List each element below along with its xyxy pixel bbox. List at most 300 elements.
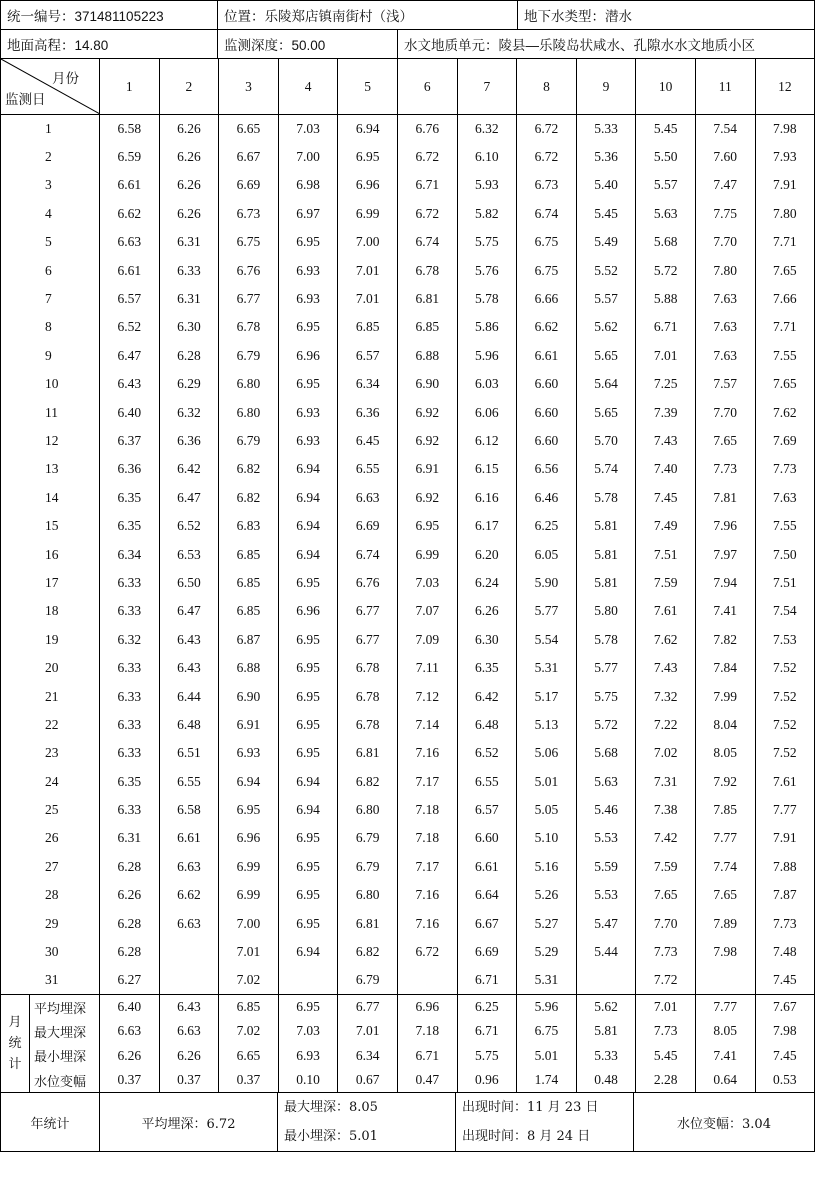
- table-cell: 7.41: [695, 597, 755, 625]
- table-cell: 7.01: [338, 256, 398, 284]
- table-row: [1, 853, 815, 881]
- table-cell: 6.74: [397, 228, 457, 256]
- table-cell: 6.73: [219, 200, 279, 228]
- table-cell: 5.81: [576, 512, 636, 540]
- table-cell: 5.50: [636, 143, 696, 171]
- table-cell: 5.90: [517, 569, 577, 597]
- table-cell: 7.01: [219, 938, 279, 966]
- table-cell: 7.61: [755, 767, 815, 795]
- table-cell: 7.54: [695, 115, 755, 143]
- month-header: 10: [636, 59, 696, 115]
- table-cell: 6.35: [100, 767, 160, 795]
- stats-cell: 7.18: [397, 1019, 457, 1044]
- table-cell: 6.85: [219, 540, 279, 568]
- table-cell: 7.98: [755, 115, 815, 143]
- table-cell: 6.75: [219, 228, 279, 256]
- table-cell: 6.30: [457, 626, 517, 654]
- stats-cell: 0.10: [278, 1068, 338, 1093]
- table-cell: 7.70: [695, 228, 755, 256]
- table-cell: 7.47: [695, 171, 755, 199]
- table-cell: 6.37: [100, 427, 160, 455]
- day-label: 3: [1, 171, 100, 199]
- stats-cell: 0.37: [219, 1068, 279, 1093]
- month-header: 3: [219, 59, 279, 115]
- table-cell: 6.45: [338, 427, 398, 455]
- month-header: 5: [338, 59, 398, 115]
- table-cell: 6.26: [100, 881, 160, 909]
- stats-cell: 0.96: [457, 1068, 517, 1093]
- table-cell: 6.91: [397, 455, 457, 483]
- table-row: [1, 512, 815, 540]
- table-cell: 7.48: [755, 938, 815, 966]
- table-cell: 6.34: [100, 540, 160, 568]
- table-cell: 6.62: [159, 881, 219, 909]
- table-cell: 6.82: [338, 938, 398, 966]
- table-cell: 5.27: [517, 909, 577, 937]
- table-cell: 6.61: [517, 342, 577, 370]
- stats-cell: 6.26: [100, 1044, 160, 1069]
- table-cell: 7.69: [755, 427, 815, 455]
- table-cell: 6.93: [278, 256, 338, 284]
- table-cell: 6.78: [338, 654, 398, 682]
- table-cell: 6.95: [278, 228, 338, 256]
- table-cell: 7.54: [755, 597, 815, 625]
- day-label: 7: [1, 285, 100, 313]
- table-row: [1, 313, 815, 341]
- table-cell: 6.90: [397, 370, 457, 398]
- table-cell: 5.86: [457, 313, 517, 341]
- stats-cell: 6.65: [219, 1044, 279, 1069]
- stats-cell: 0.47: [397, 1068, 457, 1093]
- day-label: 25: [1, 796, 100, 824]
- table-cell: 6.48: [457, 711, 517, 739]
- stats-cell: 7.01: [636, 995, 696, 1020]
- table-cell: 6.91: [219, 711, 279, 739]
- table-cell: 6.55: [159, 767, 219, 795]
- table-row: [1, 455, 815, 483]
- table-cell: 6.99: [397, 540, 457, 568]
- table-cell: 5.05: [517, 796, 577, 824]
- table-cell: 6.36: [338, 398, 398, 426]
- table-cell: 5.52: [576, 256, 636, 284]
- table-cell: 6.81: [397, 285, 457, 313]
- table-cell: 6.79: [219, 427, 279, 455]
- table-cell: 6.99: [219, 853, 279, 881]
- stats-cell: 7.45: [755, 1044, 815, 1069]
- table-cell: 6.64: [457, 881, 517, 909]
- table-cell: 6.12: [457, 427, 517, 455]
- stats-cell: 7.67: [755, 995, 815, 1020]
- table-cell: 7.16: [397, 909, 457, 937]
- table-cell: 7.18: [397, 796, 457, 824]
- table-cell: 7.43: [636, 427, 696, 455]
- table-cell: 5.68: [576, 739, 636, 767]
- day-label: 6: [1, 256, 100, 284]
- table-cell: 6.71: [397, 171, 457, 199]
- table-cell: 6.32: [100, 626, 160, 654]
- day-label: 30: [1, 938, 100, 966]
- table-cell: 6.26: [159, 115, 219, 143]
- table-cell: 7.57: [695, 370, 755, 398]
- stats-cell: 5.96: [517, 995, 577, 1020]
- month-header: 12: [755, 59, 815, 115]
- table-cell: 6.78: [338, 682, 398, 710]
- table-cell: 6.95: [338, 143, 398, 171]
- table-cell: 6.94: [219, 767, 279, 795]
- table-cell: 7.50: [755, 540, 815, 568]
- table-cell: 5.75: [576, 682, 636, 710]
- stats-cell: 6.63: [159, 1019, 219, 1044]
- table-cell: 7.77: [755, 796, 815, 824]
- table-cell: 5.63: [636, 200, 696, 228]
- table-cell: 5.78: [576, 626, 636, 654]
- table-cell: 7.45: [755, 966, 815, 994]
- stats-label: 最大埋深: [30, 1019, 100, 1044]
- table-cell: 5.76: [457, 256, 517, 284]
- monthly-stats-group-label: 月统计: [1, 995, 30, 1093]
- table-cell: 6.60: [457, 824, 517, 852]
- table-cell: 6.46: [517, 484, 577, 512]
- table-cell: 6.96: [278, 597, 338, 625]
- stats-cell: 5.01: [517, 1044, 577, 1069]
- table-cell: 6.94: [278, 767, 338, 795]
- annual-label: 年统计: [1, 1093, 100, 1152]
- stats-cell: 6.95: [278, 995, 338, 1020]
- table-cell: 5.72: [636, 256, 696, 284]
- table-row: [1, 484, 815, 512]
- table-cell: [159, 966, 219, 994]
- table-cell: 7.73: [695, 455, 755, 483]
- table-cell: 5.54: [517, 626, 577, 654]
- day-label: 15: [1, 512, 100, 540]
- table-cell: 7.12: [397, 682, 457, 710]
- table-cell: 6.33: [100, 739, 160, 767]
- day-label: 28: [1, 881, 100, 909]
- table-cell: 6.16: [457, 484, 517, 512]
- table-cell: 6.25: [517, 512, 577, 540]
- table-cell: 5.82: [457, 200, 517, 228]
- table-cell: [159, 938, 219, 966]
- table-row: [1, 938, 815, 966]
- stats-cell: 0.37: [100, 1068, 160, 1093]
- table-cell: 5.74: [576, 455, 636, 483]
- table-cell: 7.25: [636, 370, 696, 398]
- table-cell: 6.95: [278, 711, 338, 739]
- table-cell: 7.60: [695, 143, 755, 171]
- table-cell: 7.88: [755, 853, 815, 881]
- table-row: [1, 626, 815, 654]
- stats-cell: 7.73: [636, 1019, 696, 1044]
- table-cell: 6.26: [159, 143, 219, 171]
- table-cell: 6.34: [338, 370, 398, 398]
- table-cell: 5.64: [576, 370, 636, 398]
- table-cell: 6.88: [397, 342, 457, 370]
- annual-max: 最大埋深：8.05: [284, 1100, 378, 1116]
- table-cell: 6.43: [159, 654, 219, 682]
- table-cell: 5.78: [457, 285, 517, 313]
- table-cell: 6.74: [338, 540, 398, 568]
- table-cell: 5.06: [517, 739, 577, 767]
- table-cell: 7.55: [755, 342, 815, 370]
- day-label: 5: [1, 228, 100, 256]
- table-cell: 6.73: [517, 171, 577, 199]
- table-cell: 6.47: [159, 484, 219, 512]
- table-cell: 6.31: [159, 285, 219, 313]
- table-cell: 6.50: [159, 569, 219, 597]
- stats-cell: 6.63: [100, 1019, 160, 1044]
- stats-cell: 5.33: [576, 1044, 636, 1069]
- table-cell: 6.28: [100, 909, 160, 937]
- day-label: 9: [1, 342, 100, 370]
- table-cell: 7.52: [755, 654, 815, 682]
- table-row: [1, 171, 815, 199]
- table-row: [1, 143, 815, 171]
- table-cell: 7.66: [755, 285, 815, 313]
- table-cell: 6.06: [457, 398, 517, 426]
- table-row: [1, 285, 815, 313]
- table-cell: 6.98: [278, 171, 338, 199]
- month-header: 4: [278, 59, 338, 115]
- month-header: 11: [695, 59, 755, 115]
- table-cell: 6.95: [278, 824, 338, 852]
- day-label: 26: [1, 824, 100, 852]
- table-cell: 7.02: [636, 739, 696, 767]
- hydro-unit: 水文地质单元：陵县—乐陵岛状咸水、孔隙水水文地质小区: [398, 30, 815, 59]
- table-cell: 6.96: [219, 824, 279, 852]
- stats-cell: 6.75: [517, 1019, 577, 1044]
- stats-label: 水位变幅: [30, 1068, 100, 1093]
- table-row: [1, 824, 815, 852]
- table-cell: 6.60: [517, 427, 577, 455]
- table-cell: 6.33: [100, 654, 160, 682]
- day-label: 17: [1, 569, 100, 597]
- table-cell: 6.93: [278, 427, 338, 455]
- table-cell: 7.89: [695, 909, 755, 937]
- table-cell: 7.92: [695, 767, 755, 795]
- table-cell: 6.71: [457, 966, 517, 994]
- table-cell: 5.93: [457, 171, 517, 199]
- stats-cell: 8.05: [695, 1019, 755, 1044]
- table-cell: 7.52: [755, 682, 815, 710]
- table-row: [1, 796, 815, 824]
- table-cell: [278, 966, 338, 994]
- table-cell: 5.10: [517, 824, 577, 852]
- corner-cell: [1, 59, 100, 115]
- day-label: 13: [1, 455, 100, 483]
- table-cell: 6.66: [517, 285, 577, 313]
- table-cell: 6.81: [338, 909, 398, 937]
- table-cell: 6.60: [517, 370, 577, 398]
- table-cell: 6.15: [457, 455, 517, 483]
- day-label: 2: [1, 143, 100, 171]
- table-row: [1, 711, 815, 739]
- table-cell: 7.94: [695, 569, 755, 597]
- table-cell: 7.63: [695, 285, 755, 313]
- table-cell: 6.61: [100, 256, 160, 284]
- table-cell: 6.93: [219, 739, 279, 767]
- annual-times: [456, 1093, 634, 1152]
- stats-cell: 6.96: [397, 995, 457, 1020]
- table-cell: 7.73: [755, 455, 815, 483]
- day-label: 31: [1, 966, 100, 994]
- table-row: [1, 597, 815, 625]
- table-cell: 7.39: [636, 398, 696, 426]
- table-cell: 5.47: [576, 909, 636, 937]
- table-cell: 5.29: [517, 938, 577, 966]
- table-cell: 6.52: [457, 739, 517, 767]
- table-cell: 7.80: [695, 256, 755, 284]
- table-cell: 6.57: [100, 285, 160, 313]
- table-cell: 5.57: [576, 285, 636, 313]
- table-cell: 7.75: [695, 200, 755, 228]
- table-cell: 6.47: [159, 597, 219, 625]
- table-cell: 6.94: [278, 512, 338, 540]
- table-cell: 6.55: [338, 455, 398, 483]
- table-cell: 7.85: [695, 796, 755, 824]
- table-cell: 7.51: [636, 540, 696, 568]
- table-cell: 7.82: [695, 626, 755, 654]
- table-cell: 7.32: [636, 682, 696, 710]
- table-cell: 6.33: [100, 682, 160, 710]
- table-cell: 7.09: [397, 626, 457, 654]
- table-row: [1, 569, 815, 597]
- table-cell: 7.65: [636, 881, 696, 909]
- table-row: [1, 966, 815, 994]
- annual-max-min: [278, 1093, 456, 1152]
- table-cell: 7.98: [695, 938, 755, 966]
- table-cell: 6.97: [278, 200, 338, 228]
- table-cell: 6.92: [397, 427, 457, 455]
- table-cell: 6.60: [517, 398, 577, 426]
- day-label: 4: [1, 200, 100, 228]
- table-cell: 7.00: [278, 143, 338, 171]
- table-cell: 7.38: [636, 796, 696, 824]
- stats-cell: 5.45: [636, 1044, 696, 1069]
- table-cell: 6.42: [159, 455, 219, 483]
- table-cell: 5.63: [576, 767, 636, 795]
- table-cell: 6.94: [338, 115, 398, 143]
- table-cell: 6.35: [100, 512, 160, 540]
- table-row: [1, 654, 815, 682]
- table-cell: 6.95: [278, 370, 338, 398]
- table-cell: 6.95: [278, 853, 338, 881]
- stats-cell: 5.62: [576, 995, 636, 1020]
- ground-elevation: 地面高程：14.80: [1, 30, 218, 59]
- table-cell: 7.17: [397, 853, 457, 881]
- table-cell: 6.47: [100, 342, 160, 370]
- table-cell: 7.49: [636, 512, 696, 540]
- table-cell: 6.28: [100, 853, 160, 881]
- table-cell: 6.72: [397, 143, 457, 171]
- table-cell: 6.65: [219, 115, 279, 143]
- day-label: 16: [1, 540, 100, 568]
- monitor-depth: 监测深度：50.00: [218, 30, 398, 59]
- day-label: 23: [1, 739, 100, 767]
- stats-cell: 0.48: [576, 1068, 636, 1093]
- stats-cell: 7.41: [695, 1044, 755, 1069]
- table-cell: 5.65: [576, 342, 636, 370]
- table-cell: 7.03: [278, 115, 338, 143]
- table-cell: 6.58: [100, 115, 160, 143]
- day-label: 27: [1, 853, 100, 881]
- stats-cell: 6.26: [159, 1044, 219, 1069]
- table-cell: 6.80: [219, 398, 279, 426]
- table-cell: 6.94: [278, 796, 338, 824]
- day-label: 24: [1, 767, 100, 795]
- monthly-depth-table: [0, 58, 815, 1093]
- location: 位置：乐陵郑店镇南街村（浅）: [218, 1, 518, 30]
- table-row: [1, 540, 815, 568]
- stats-cell: 6.93: [278, 1044, 338, 1069]
- table-row: [1, 427, 815, 455]
- table-cell: 5.40: [576, 171, 636, 199]
- day-label: 12: [1, 427, 100, 455]
- table-row: [1, 682, 815, 710]
- stats-cell: 6.71: [397, 1044, 457, 1069]
- stats-cell: 2.28: [636, 1068, 696, 1093]
- table-cell: 5.78: [576, 484, 636, 512]
- table-cell: 7.73: [755, 909, 815, 937]
- table-cell: 6.29: [159, 370, 219, 398]
- table-cell: 7.65: [695, 427, 755, 455]
- table-cell: 6.42: [457, 682, 517, 710]
- table-cell: 6.76: [338, 569, 398, 597]
- table-cell: 7.00: [338, 228, 398, 256]
- table-cell: 7.59: [636, 853, 696, 881]
- stats-cell: 6.25: [457, 995, 517, 1020]
- annual-stats-table: [0, 1092, 815, 1152]
- table-cell: 6.95: [219, 796, 279, 824]
- table-cell: 6.69: [219, 171, 279, 199]
- table-cell: 7.31: [636, 767, 696, 795]
- table-cell: 7.63: [695, 342, 755, 370]
- day-label: 29: [1, 909, 100, 937]
- table-row: [1, 881, 815, 909]
- stats-cell: 7.02: [219, 1019, 279, 1044]
- stats-cell: 6.71: [457, 1019, 517, 1044]
- table-cell: 7.18: [397, 824, 457, 852]
- table-cell: 6.90: [219, 682, 279, 710]
- table-cell: 7.42: [636, 824, 696, 852]
- id-cell: [1, 1, 218, 30]
- stats-row: [1, 1044, 815, 1069]
- table-cell: 6.31: [159, 228, 219, 256]
- table-cell: 6.33: [100, 597, 160, 625]
- stats-cell: 6.40: [100, 995, 160, 1020]
- table-cell: 7.63: [695, 313, 755, 341]
- table-cell: 6.75: [517, 256, 577, 284]
- table-cell: 7.87: [755, 881, 815, 909]
- table-cell: 7.91: [755, 171, 815, 199]
- table-cell: 7.11: [397, 654, 457, 682]
- table-cell: 5.01: [517, 767, 577, 795]
- table-cell: 6.63: [338, 484, 398, 512]
- table-cell: 6.48: [159, 711, 219, 739]
- stats-cell: 0.67: [338, 1068, 398, 1093]
- table-cell: 6.78: [397, 256, 457, 284]
- table-cell: 5.53: [576, 824, 636, 852]
- table-cell: 7.14: [397, 711, 457, 739]
- table-cell: 6.95: [278, 626, 338, 654]
- stats-row: [1, 1019, 815, 1044]
- stats-cell: 7.01: [338, 1019, 398, 1044]
- table-cell: 7.02: [219, 966, 279, 994]
- table-cell: 6.62: [517, 313, 577, 341]
- table-cell: 6.77: [338, 597, 398, 625]
- table-cell: 6.56: [517, 455, 577, 483]
- table-cell: 6.85: [219, 569, 279, 597]
- table-cell: 7.93: [755, 143, 815, 171]
